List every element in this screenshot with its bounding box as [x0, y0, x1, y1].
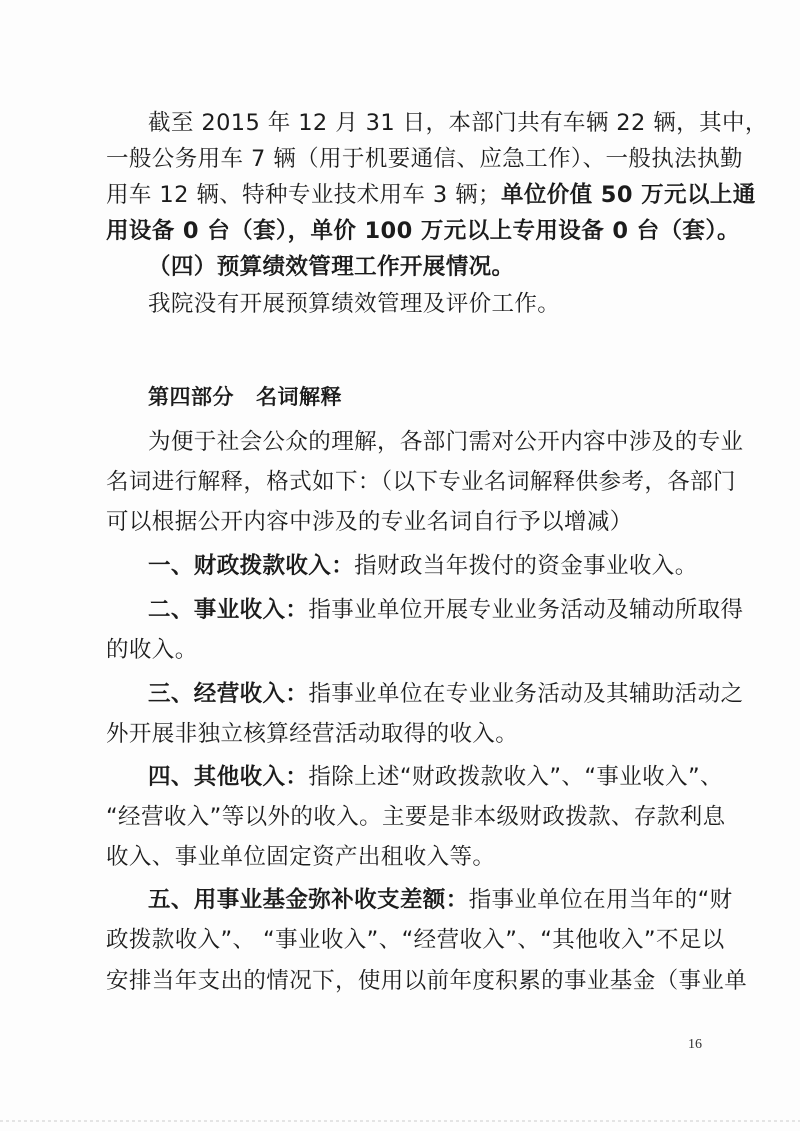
text-run: 指除上述“财政拨款收入”、“事业收入”、: [308, 764, 723, 790]
text-run: 政拨款收入”、 “事业收入”、“经营收入”、“其他收入”不足以: [106, 927, 725, 953]
text-run: 指事业单位在用当年的“财: [468, 887, 733, 913]
text-line: [148, 289, 708, 319]
text-run: 一般公务用车 7 辆（用于机要通信、应急工作）、一般执法执勤: [106, 146, 743, 172]
bold-run: 三、经营收入：: [148, 681, 309, 707]
text-run: 收入、事业单位固定资产出租收入等。: [106, 844, 496, 870]
text-run: 的收入。: [106, 637, 198, 663]
bold-run: 二、事业收入：: [148, 597, 309, 623]
term-definition: [148, 595, 744, 625]
text-run: 为便于社会公众的理解，各部门需对公开内容中涉及的专业: [148, 429, 744, 455]
part-heading-label: 第四部分: [148, 385, 234, 409]
text-line: [106, 507, 706, 537]
term-definition: [148, 762, 723, 792]
scan-edge-divider: [0, 1120, 800, 1122]
text-run: 指事业单位开展专业业务活动及辅动所取得: [308, 597, 744, 623]
bold-run: 一、财政拨款收入：: [148, 553, 355, 579]
page-number: 16: [688, 1037, 702, 1052]
text-run: 指事业单位在专业业务活动及其辅助活动之: [308, 681, 744, 707]
text-line: [106, 216, 740, 246]
text-line: [106, 635, 706, 665]
text-run: “经营收入”等以外的收入。主要是非本级财政拨款、存款利息: [106, 804, 726, 830]
bold-run: 用设备 0 台（套），单价 100 万元以上专用设备 0 台（套）。: [106, 218, 740, 244]
text-run: 安排当年支出的情况下，使用以前年度积累的事业基金（事业单: [106, 968, 748, 994]
text-run: 截至 2015 年 12 月 31 日，本部门共有车辆 22 辆，其中，: [148, 110, 768, 136]
part-heading-title: 名词解释: [256, 385, 342, 409]
text-run: 名词进行解释，格式如下：（以下专业名词解释供参考，各部门: [106, 469, 736, 495]
text-run: 指财政当年拨付的资金事业收入。: [354, 553, 698, 579]
text-line: [148, 427, 744, 457]
bold-run: 五、用事业基金弥补收支差额：: [148, 887, 469, 913]
text-line: [106, 925, 725, 955]
text-run: 用车 12 辆、特种专业技术用车 3 辆；: [106, 182, 501, 208]
text-run: 可以根据公开内容中涉及的专业名词自行予以增减）: [106, 509, 633, 535]
bold-run: 单位价值 50 万元以上通: [500, 182, 756, 208]
text-run: 外开展非独立核算经营活动取得的收入。: [106, 721, 519, 747]
term-definition: [148, 885, 733, 915]
section-title: [148, 252, 708, 282]
term-definition: [148, 551, 708, 581]
text-line: [148, 108, 768, 138]
text-line: [106, 180, 756, 210]
text-line: [106, 144, 743, 174]
text-line: [106, 842, 706, 872]
text-line: [106, 467, 736, 497]
text-line: [106, 802, 726, 832]
term-definition: [148, 679, 744, 709]
bold-run: （四）预算绩效管理工作开展情况。: [148, 254, 515, 280]
text-line: [106, 719, 706, 749]
text-line: [106, 966, 748, 996]
part-heading: [148, 382, 342, 412]
bold-run: 四、其他收入：: [148, 764, 309, 790]
text-run: 我院没有开展预算绩效管理及评价工作。: [148, 291, 561, 317]
